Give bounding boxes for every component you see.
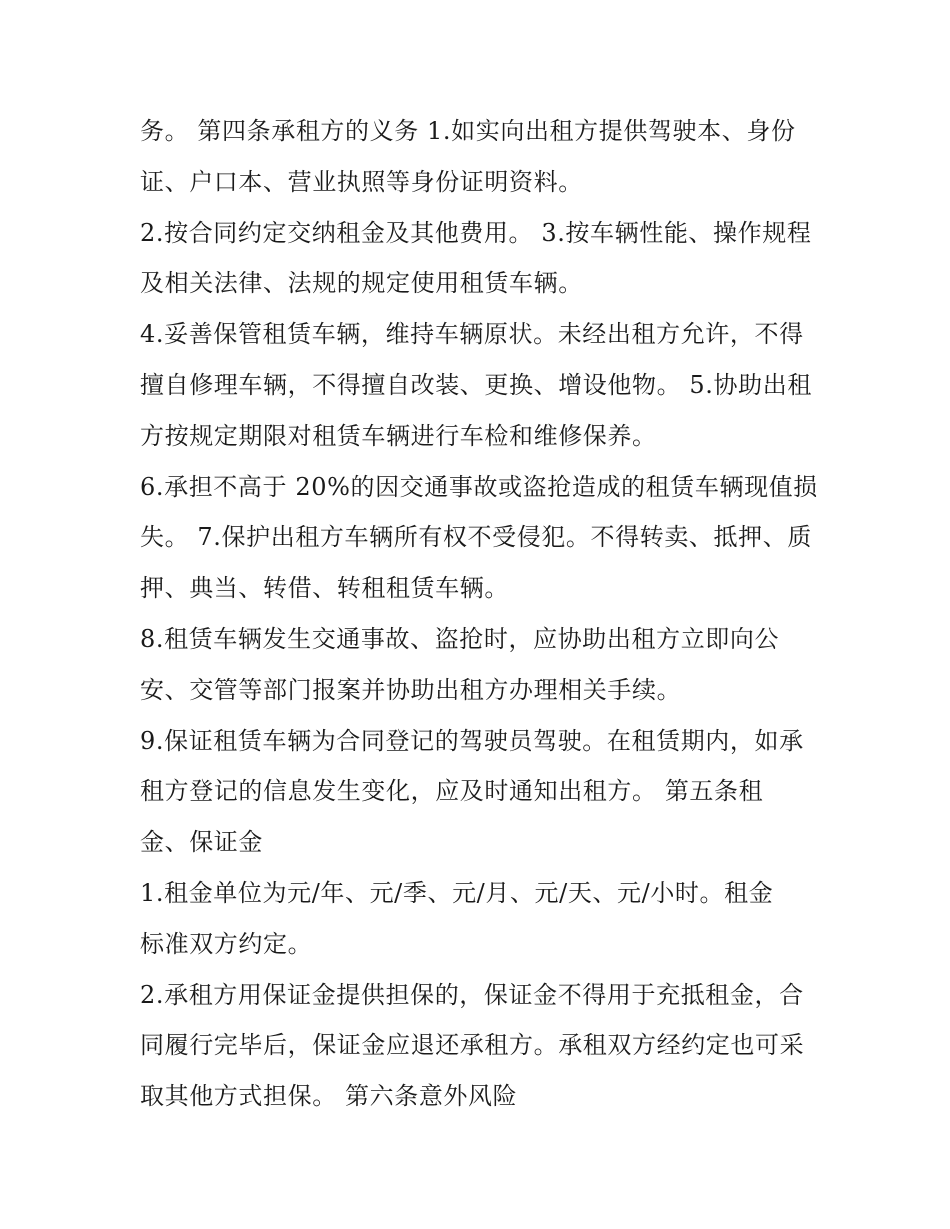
text-line: 方按规定期限对租赁车辆进行车检和维修保养。 — [140, 421, 657, 450]
text-line: 标准双方约定。 — [140, 929, 313, 958]
text-line: 同履行完毕后，保证金应退还承租方。承租双方经约定也可采 — [140, 1031, 805, 1060]
text-line: 金、保证金 — [140, 828, 263, 857]
text-line: 1.租金单位为元/年、元/季、元/月、元/天、元/小时。租金 — [140, 878, 774, 907]
text-line: 失。 7.保护出租方车辆所有权不受侵犯。不得转卖、抵押、质 — [140, 523, 812, 552]
text-line: 取其他方式担保。 第六条意外风险 — [140, 1082, 518, 1111]
text-line: 擅自修理车辆，不得擅自改装、更换、增设他物。 5.协助出租 — [140, 370, 812, 399]
text-line: 6.承担不高于 20%的因交通事故或盗抢造成的租赁车辆现值损 — [140, 472, 818, 501]
text-line: 务。 第四条承租方的义务 1.如实向出租方提供驾驶本、身份 — [140, 117, 796, 145]
text-line: 2.按合同约定交纳租金及其他费用。 3.按车辆性能、操作规程 — [140, 218, 812, 247]
contract-body-text — [140, 106, 830, 1122]
text-line: 4.妥善保管租赁车辆，维持车辆原状。未经出租方允许，不得 — [140, 320, 804, 349]
text-line: 租方登记的信息发生变化，应及时通知出租方。 第五条租 — [140, 777, 764, 806]
text-line: 8.租赁车辆发生交通事故、盗抢时，应协助出租方立即向公 — [140, 624, 780, 653]
text-line: 及相关法律、法规的规定使用租赁车辆。 — [140, 269, 583, 298]
text-line: 押、典当、转借、转租租赁车辆。 — [140, 574, 509, 603]
text-line: 证、户口本、营业执照等身份证明资料。 — [140, 167, 583, 196]
text-line: 9.保证租赁车辆为合同登记的驾驶员驾驶。在租赁期内，如承 — [140, 726, 804, 755]
text-line: 2.承租方用保证金提供担保的，保证金不得用于充抵租金，合 — [140, 980, 804, 1009]
text-line: 安、交管等部门报案并协助出租方办理相关手续。 — [140, 675, 682, 704]
